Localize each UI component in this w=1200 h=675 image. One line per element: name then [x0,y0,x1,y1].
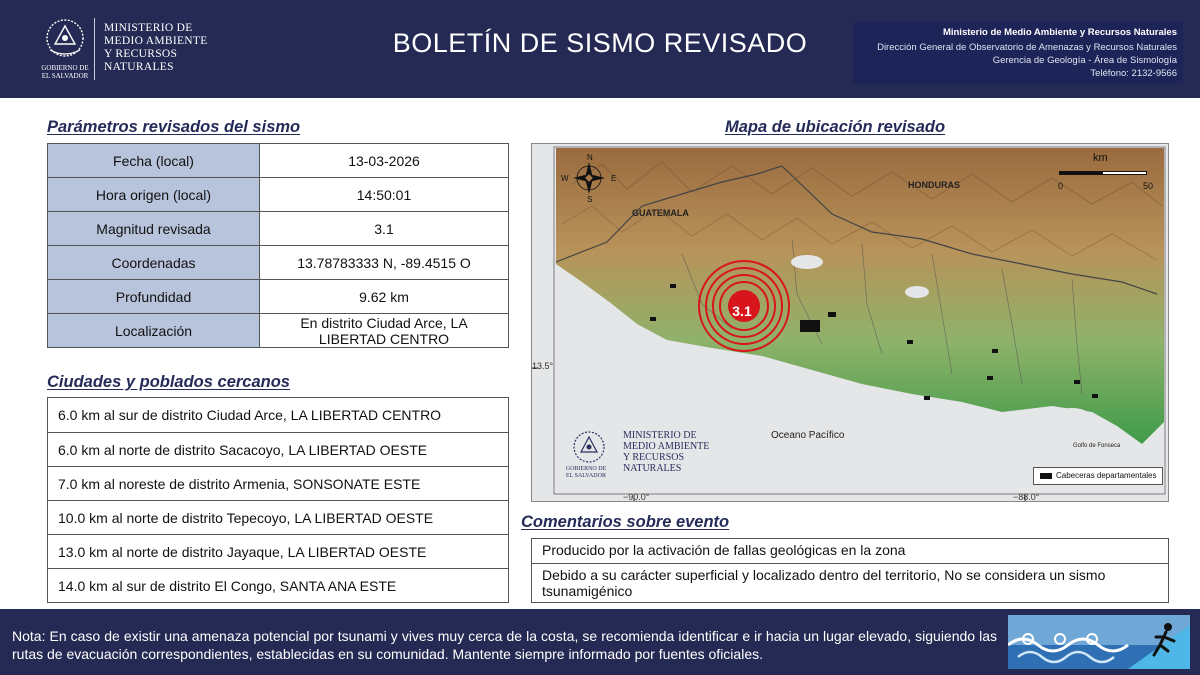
agency-phone: Teléfono: 2132-9566 [1090,68,1177,79]
map-label-ocean: Oceano Pacífico [771,430,845,441]
list-item: 6.0 km al norte de distrito Sacacoyo, LA LIBERTAD OESTE [48,432,508,466]
param-label: Fecha (local) [48,144,260,178]
param-value: En distrito Ciudad Arce, LA LIBERTAD CENTRO [260,314,509,348]
comments-section-title: Comentarios sobre evento [521,513,730,531]
list-item: Producido por la activación de fallas geológicas en la zona [542,542,906,558]
table-row [48,280,509,314]
agency-info-panel [853,22,1183,84]
param-label: Localización [48,314,260,348]
list-item: Debido a su carácter superficial y localizado dentro del territorio, No se considera un sismo tsunamigénico [532,563,1168,602]
param-value: 14:50:01 [260,178,509,212]
map-label-honduras: HONDURAS [908,180,961,190]
list-item: 10.0 km al norte de distrito Tepecoyo, LA LIBERTAD OESTE [48,500,508,534]
table-row [48,314,509,348]
compass-n-label: N [587,153,593,162]
param-value: 13-03-2026 [260,144,509,178]
list-item: 13.0 km al norte de distrito Jayaque, LA LIBERTAD OESTE [48,534,508,568]
agency-directorate: Dirección General de Observatorio de Amenazas y Recursos Naturales [877,42,1177,53]
map-label-gulf: Golfo de Fonseca [1073,443,1121,449]
param-label: Magnitud revisada [48,212,260,246]
param-label: Coordenadas [48,246,260,280]
gov-el-salvador-text: GOBIERNO DE EL SALVADOR [41,64,89,80]
map-ministry-watermark: MINISTERIO DE MEDIO AMBIENTE Y RECURSOS NATURALES [623,430,710,474]
agency-department: Gerencia de Geología - Área de Sismología [992,55,1177,66]
params-table [47,143,509,348]
compass-e-label: E [611,174,617,183]
params-section-title: Parámetros revisados del sismo [47,118,301,136]
page-title: BOLETÍN DE SISMO REVISADO [392,28,808,58]
cities-list [47,397,509,603]
tsunami-note: Nota: En caso de existir una amenaza potencial por tsunami y vives muy cerca de la costa, se recomienda identificar e ir hacia un lugar elevado, siguiendo las rutas de evacuación correspondientes, establecidas en su comunidad. Mantente siempre informado por fuentes oficiales. [12,628,997,662]
map-section-title: Mapa de ubicación revisado [725,118,946,136]
comments-list [531,538,1169,603]
agency-name: Ministerio de Medio Ambiente y Recursos Naturales [942,27,1177,38]
param-value: 9.62 km [260,280,509,314]
cities-section-title: Ciudades y poblados cercanos [47,373,290,391]
param-value: 13.78783333 N, -89.4515 O [260,246,509,280]
list-item: 6.0 km al sur de distrito Ciudad Arce, LA LIBERTAD CENTRO [58,407,442,423]
ministry-name: MINISTERIO DE MEDIO AMBIENTE Y RECURSOS NATURALES [104,22,208,73]
legend-label: Cabeceras departamentales [1056,471,1157,480]
header-divider [94,18,95,80]
param-label: Hora origen (local) [48,178,260,212]
param-label: Profundidad [48,280,260,314]
tsunami-evacuation-icon [1008,615,1190,669]
table-row [48,178,509,212]
param-value: 3.1 [260,212,509,246]
map-lon-label: −88.0° [1013,492,1040,502]
ministry-emblem-icon [564,427,614,471]
map-legend [1033,467,1163,485]
scale-max-label: 50 [1143,181,1154,191]
scale-min-label: 0 [1058,181,1064,191]
list-item: 14.0 km al sur de distrito El Congo, SANTA ANA ESTE [48,568,508,602]
map-label-guatemala: GUATEMALA [632,208,689,218]
header-bar [0,0,1200,98]
table-row [48,212,509,246]
compass-s-label: S [587,195,593,204]
epicenter-magnitude-label: 3.1 [732,303,752,319]
legend-swatch [1040,473,1052,479]
map-lon-label: −90.0° [623,492,650,502]
scale-unit-label: km [1093,152,1108,164]
list-item: 7.0 km al noreste de distrito Armenia, SONSONATE ESTE [48,466,508,500]
map-lat-label: 13.5° [532,361,554,371]
map-gov-watermark: GOBIERNO DE EL SALVADOR [565,466,607,479]
compass-w-label: W [561,174,569,183]
table-row [48,246,509,280]
table-row [48,144,509,178]
